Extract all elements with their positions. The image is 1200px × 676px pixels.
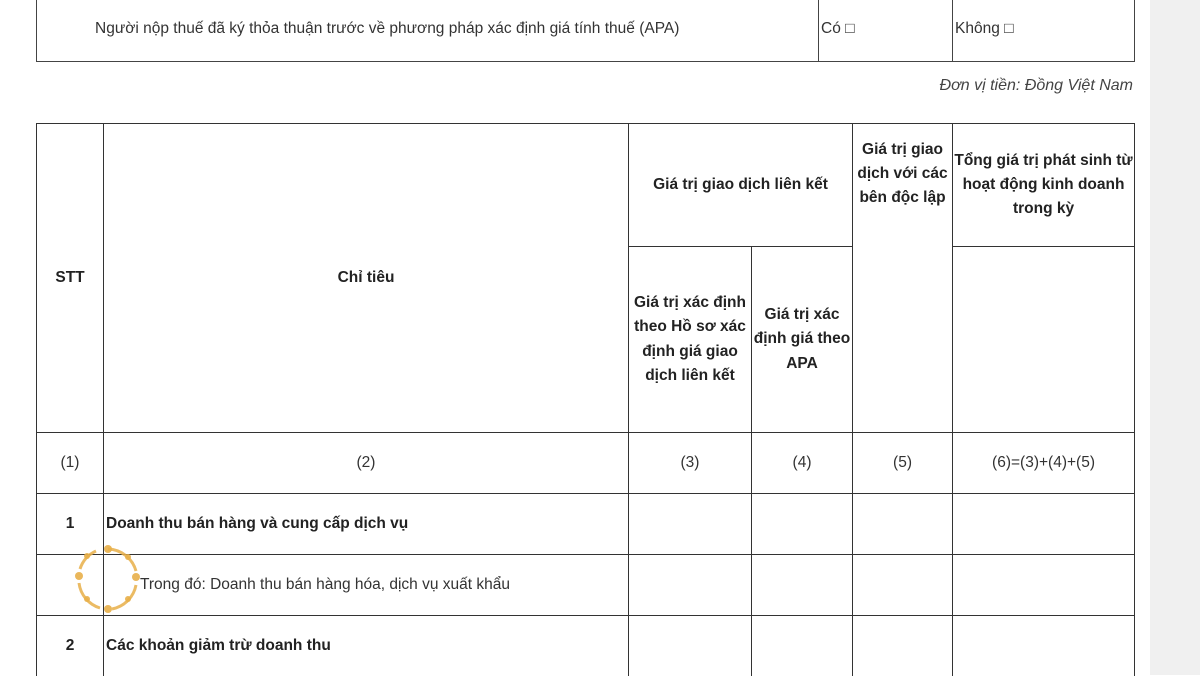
data-table xyxy=(36,123,1135,676)
header-total-blank xyxy=(953,247,1135,433)
value-cell[interactable] xyxy=(853,616,953,676)
table-row xyxy=(37,494,1135,555)
value-cell[interactable] xyxy=(953,616,1135,676)
column-number-cell: (6)=(3)+(4)+(5) xyxy=(953,433,1135,494)
table-row xyxy=(37,555,1135,616)
header-indicator: Chỉ tiêu xyxy=(104,124,629,433)
currency-note: Đơn vị tiền: Đồng Việt Nam xyxy=(940,77,1133,95)
row-label: Trong đó: Doanh thu bán hàng hóa, dịch vụ xuất khẩu xyxy=(104,555,629,616)
value-cell[interactable] xyxy=(752,494,853,555)
apa-yes-label: Có xyxy=(821,20,841,37)
value-cell[interactable] xyxy=(629,555,752,616)
circular-logo-icon xyxy=(72,543,144,615)
value-cell[interactable] xyxy=(853,494,953,555)
apa-question: Người nộp thuế đã ký thỏa thuận trước về phương pháp xác định giá tính thuế (APA) xyxy=(37,0,819,62)
apa-no-label: Không xyxy=(955,20,1000,37)
value-cell[interactable] xyxy=(752,555,853,616)
value-cell[interactable] xyxy=(752,616,853,676)
column-number-cell: (5) xyxy=(853,433,953,494)
row-stt: 2 xyxy=(37,616,104,676)
table-row xyxy=(37,616,1135,676)
value-cell[interactable] xyxy=(629,494,752,555)
value-cell[interactable] xyxy=(953,494,1135,555)
header-by-apa: Giá trị xác định giá theo APA xyxy=(752,247,853,433)
apa-no-checkbox[interactable]: □ xyxy=(1004,20,1013,37)
column-number-cell: (1) xyxy=(37,433,104,494)
row-label: Các khoản giảm trừ doanh thu xyxy=(104,616,629,676)
value-cell[interactable] xyxy=(853,555,953,616)
header-total: Tổng giá trị phát sinh từ hoạt động kinh doanh trong kỳ xyxy=(953,124,1135,247)
scrollbar-track[interactable] xyxy=(1150,0,1200,675)
header-by-tp-dossier: Giá trị xác định theo Hồ sơ xác định giá giao dịch liên kết xyxy=(629,247,752,433)
apa-yes-cell xyxy=(819,0,953,62)
apa-table xyxy=(36,0,1135,62)
row-label: Doanh thu bán hàng và cung cấp dịch vụ xyxy=(104,494,629,555)
header-stt: STT xyxy=(37,124,104,433)
column-number-cell: (2) xyxy=(104,433,629,494)
apa-yes-checkbox[interactable]: □ xyxy=(845,20,854,37)
row-stt: 1 xyxy=(37,494,104,555)
header-independent: Giá trị giao dịch với các bên độc lập xyxy=(853,124,953,433)
column-number-cell: (3) xyxy=(629,433,752,494)
header-related-party: Giá trị giao dịch liên kết xyxy=(629,124,853,247)
column-number-cell: (4) xyxy=(752,433,853,494)
apa-no-cell xyxy=(953,0,1135,62)
value-cell[interactable] xyxy=(629,616,752,676)
value-cell[interactable] xyxy=(953,555,1135,616)
